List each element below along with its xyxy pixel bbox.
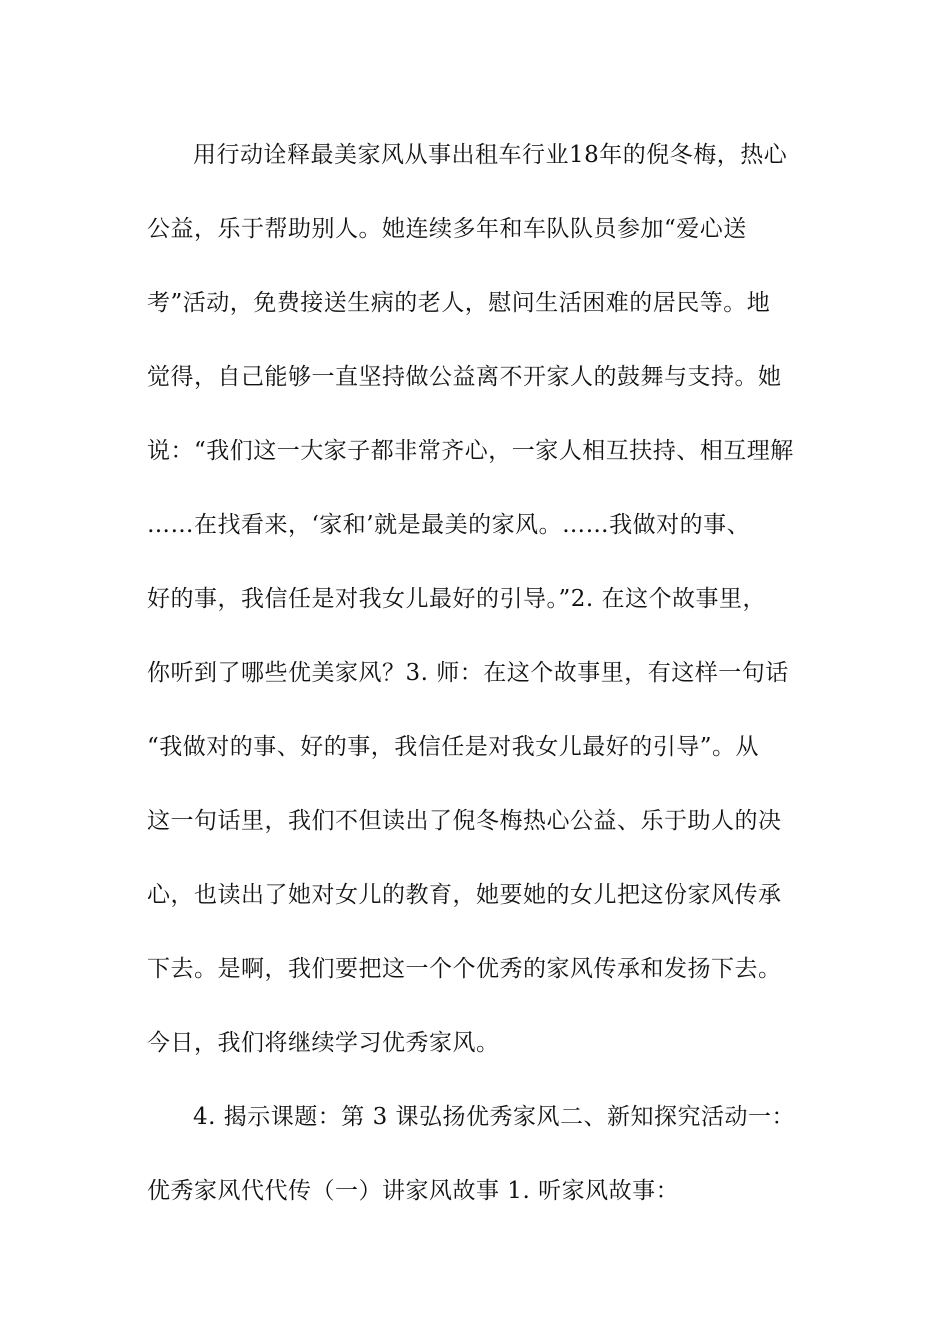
- paragraph-line: 下去。是啊，我们要把这一个个优秀的家风传承和发扬下去。: [147, 956, 782, 982]
- paragraph-line: 考”活动，免费接送生病的老人，慰问生活困难的居民等。地: [147, 290, 771, 316]
- paragraph-line: 公益，乐于帮助别人。她连续多年和车队队员参加“爱心送: [147, 216, 747, 242]
- paragraph-line: 觉得，自己能够一直坚持做公益离不开家人的鼓舞与支持。她: [147, 364, 782, 390]
- paragraph-line: 好的事，我信任是对我女儿最好的引导。”2. 在这个故事里，: [147, 586, 767, 612]
- paragraph-line: 今日，我们将继续学习优秀家风。: [147, 1030, 500, 1056]
- paragraph-line: ……在找看来，‘家和’就是最美的家风。……我做对的事、: [147, 512, 751, 538]
- paragraph-line: 这一句话里，我们不但读出了倪冬梅热心公益、乐于助人的决: [147, 808, 782, 834]
- paragraph-line: 用行动诠释最美家风从事出租车行业18年的倪冬梅，热心: [193, 142, 788, 168]
- paragraph-line: 心，也读出了她对女儿的教育，她要她的女儿把这份家风传承: [147, 882, 782, 908]
- paragraph-line: 你听到了哪些优美家风？3. 师：在这个故事里，有这样一句话: [147, 660, 789, 686]
- paragraph-line: 说：“我们这一大家子都非常齐心，一家人相互扶持、相互理解: [147, 438, 794, 464]
- paragraph-line: 4. 揭示课题：第 3 课弘扬优秀家风二、新知探究活动一：: [193, 1104, 796, 1130]
- paragraph-line: “我做对的事、好的事，我信任是对我女儿最好的引导”。从: [147, 734, 760, 760]
- paragraph-line: 优秀家风代代传（一）讲家风故事 1. 听家风故事：: [147, 1178, 680, 1204]
